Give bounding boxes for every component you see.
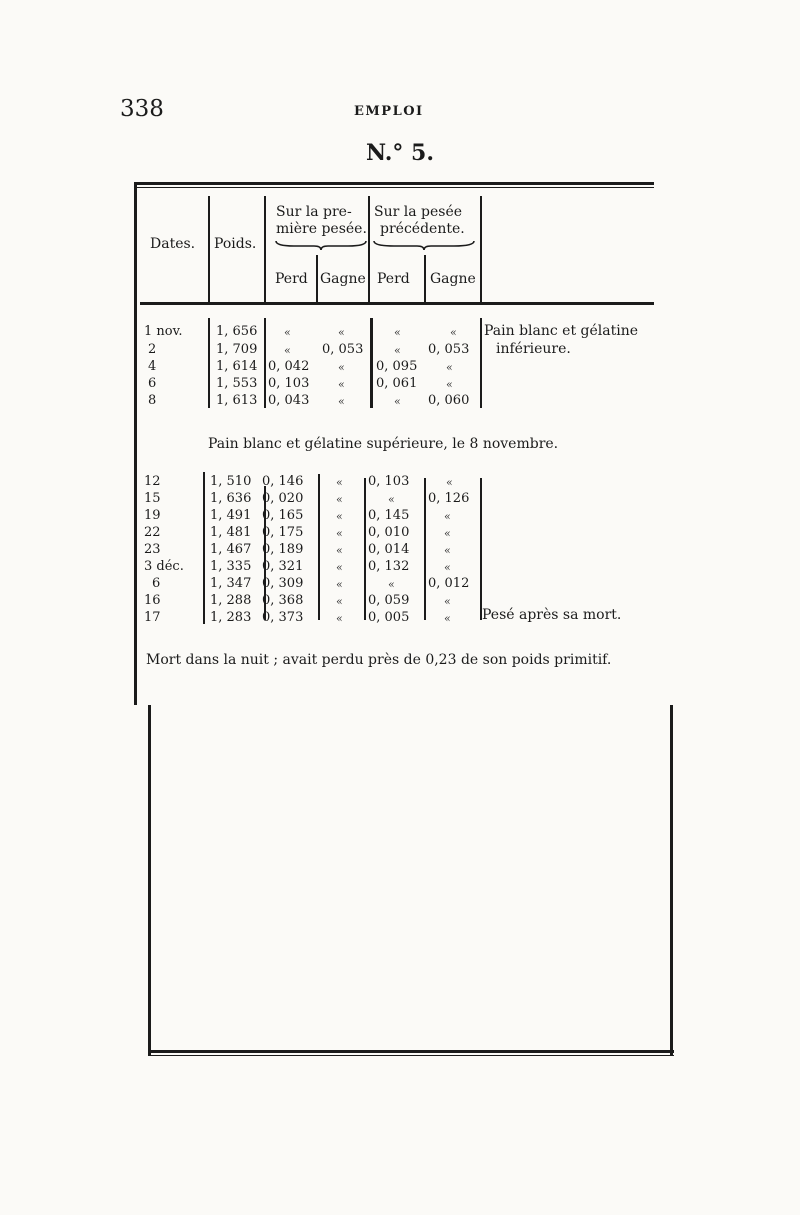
s2-divider-right (480, 478, 482, 620)
cell-perd2: « (394, 395, 401, 408)
header-divider-right (480, 196, 482, 302)
s2-divider-perd1 (318, 474, 320, 620)
cell-perd1: 0, 020 (262, 491, 304, 506)
s2-divider-group (364, 478, 366, 620)
cell-perd1: 0, 175 (262, 525, 304, 540)
cell-date: 22 (144, 525, 161, 540)
cell-perd1: 0, 321 (262, 559, 304, 574)
cell-gagne1: « (336, 561, 343, 574)
header-divider-poids (264, 196, 266, 302)
cell-poids: 1, 335 (210, 559, 252, 574)
cell-poids: 1, 656 (216, 324, 258, 339)
cell-poids: 1, 614 (216, 359, 258, 374)
cell-gagne1: « (338, 395, 345, 408)
cell-gagne2: « (444, 544, 451, 557)
top-rule-thin (134, 187, 654, 188)
cell-gagne1: 0, 053 (322, 342, 364, 357)
cell-perd2: « (388, 578, 395, 591)
cell-date: 3 déc. (144, 559, 184, 574)
header-divider-perd2 (424, 255, 426, 302)
cell-gagne2: « (444, 612, 451, 625)
cell-perd1: 0, 165 (262, 508, 304, 523)
cell-gagne2: « (446, 361, 453, 374)
note-last-row: Pesé après sa mort. (482, 607, 622, 623)
cell-poids: 1, 481 (210, 525, 252, 540)
cell-perd1: 0, 373 (262, 610, 304, 625)
cell-gagne1: « (336, 493, 343, 506)
s1-divider-dates (208, 318, 210, 408)
cell-perd2: « (394, 326, 401, 339)
cell-poids: 1, 467 (210, 542, 252, 557)
cell-gagne1: « (336, 510, 343, 523)
right-border (670, 705, 673, 1055)
header-group2-line2: précédente. (380, 221, 465, 237)
cell-date: 12 (144, 474, 161, 489)
cell-gagne2: 0, 012 (428, 576, 470, 591)
page-number: 338 (120, 96, 164, 122)
cell-poids: 1, 553 (216, 376, 258, 391)
cell-poids: 1, 613 (216, 393, 258, 408)
cell-perd2: 0, 132 (368, 559, 410, 574)
cell-date: 8 (148, 393, 157, 408)
header-gagne1: Gagne (320, 271, 366, 287)
cell-date: 15 (144, 491, 161, 506)
cell-perd1: 0, 042 (268, 359, 310, 374)
cell-gagne1: « (338, 326, 345, 339)
left-border-lower (148, 705, 151, 1055)
cell-date: 4 (148, 359, 157, 374)
cell-date: 17 (144, 610, 161, 625)
cell-gagne1: « (336, 595, 343, 608)
cell-gagne1: « (336, 578, 343, 591)
header-poids: Poids. (214, 236, 257, 252)
header-group2-line1: Sur la pesée (374, 204, 463, 220)
cell-poids: 1, 636 (210, 491, 252, 506)
header-perd2: Perd (377, 271, 410, 287)
cell-gagne2: « (444, 595, 451, 608)
running-head: EMPLOI (354, 104, 424, 119)
cell-date: 19 (144, 508, 161, 523)
cell-perd2: 0, 059 (368, 593, 410, 608)
cell-gagne1: « (336, 544, 343, 557)
cell-perd2: « (388, 493, 395, 506)
cell-date: 6 (152, 576, 161, 591)
note-section1-line1: Pain blanc et gélatine (484, 323, 639, 339)
header-divider-group (368, 196, 370, 302)
bottom-rule-thin (148, 1055, 674, 1056)
s1-divider-poids (264, 318, 266, 408)
cell-gagne1: « (336, 612, 343, 625)
brace-group2 (372, 238, 476, 252)
header-rule (140, 302, 654, 305)
cell-perd1: 0, 309 (262, 576, 304, 591)
cell-date: 2 (148, 342, 157, 357)
cell-perd1: 0, 043 (268, 393, 310, 408)
cell-poids: 1, 709 (216, 342, 258, 357)
s1-divider-right (480, 318, 482, 408)
header-group1-line1: Sur la pre- (276, 204, 352, 220)
cell-perd1: 0, 103 (268, 376, 310, 391)
section-heading: Pain blanc et gélatine supérieure, le 8 novembre. (208, 436, 559, 452)
cell-poids: 1, 491 (210, 508, 252, 523)
footer-note: Mort dans la nuit ; avait perdu près de 0,23 de son poids primitif. (146, 652, 612, 668)
cell-poids: 1, 347 (210, 576, 252, 591)
s1-divider-group (370, 318, 373, 408)
cell-perd1: 0, 146 (262, 474, 304, 489)
cell-gagne2: « (444, 561, 451, 574)
cell-gagne1: « (336, 476, 343, 489)
bottom-rule (148, 1050, 674, 1053)
cell-poids: 1, 288 (210, 593, 252, 608)
cell-date: 1 nov. (144, 324, 183, 339)
cell-gagne2: « (444, 510, 451, 523)
cell-gagne1: « (336, 527, 343, 540)
cell-perd2: 0, 103 (368, 474, 410, 489)
cell-gagne1: « (338, 361, 345, 374)
cell-gagne2: « (444, 527, 451, 540)
cell-date: 6 (148, 376, 157, 391)
cell-perd1: 0, 189 (262, 542, 304, 557)
cell-perd2: 0, 145 (368, 508, 410, 523)
cell-date: 16 (144, 593, 161, 608)
header-divider-dates (208, 196, 210, 302)
header-dates: Dates. (150, 236, 196, 252)
cell-perd1: « (284, 344, 291, 357)
brace-group1 (274, 238, 368, 252)
cell-gagne2: 0, 126 (428, 491, 470, 506)
cell-date: 23 (144, 542, 161, 557)
cell-poids: 1, 283 (210, 610, 252, 625)
cell-perd2: 0, 014 (368, 542, 410, 557)
cell-perd1: 0, 368 (262, 593, 304, 608)
header-group1-line2: mière pesée. (276, 221, 367, 237)
cell-gagne2: « (446, 378, 453, 391)
cell-gagne2: « (450, 326, 457, 339)
cell-gagne2: 0, 060 (428, 393, 470, 408)
cell-gagne1: « (338, 378, 345, 391)
top-rule (134, 182, 654, 185)
header-gagne2: Gagne (430, 271, 476, 287)
cell-perd2: 0, 095 (376, 359, 418, 374)
table-number: N.° 5. (366, 140, 434, 166)
cell-perd2: « (394, 344, 401, 357)
cell-perd2: 0, 005 (368, 610, 410, 625)
header-perd1: Perd (275, 271, 308, 287)
note-section1-line2: inférieure. (496, 341, 571, 357)
cell-perd1: « (284, 326, 291, 339)
left-border (134, 185, 137, 705)
cell-gagne2: 0, 053 (428, 342, 470, 357)
cell-gagne2: « (446, 476, 453, 489)
s2-divider-dates (203, 472, 205, 624)
cell-perd2: 0, 010 (368, 525, 410, 540)
cell-poids: 1, 510 (210, 474, 252, 489)
cell-perd2: 0, 061 (376, 376, 418, 391)
header-divider-perd1 (316, 255, 318, 302)
s2-divider-perd2 (424, 478, 426, 620)
